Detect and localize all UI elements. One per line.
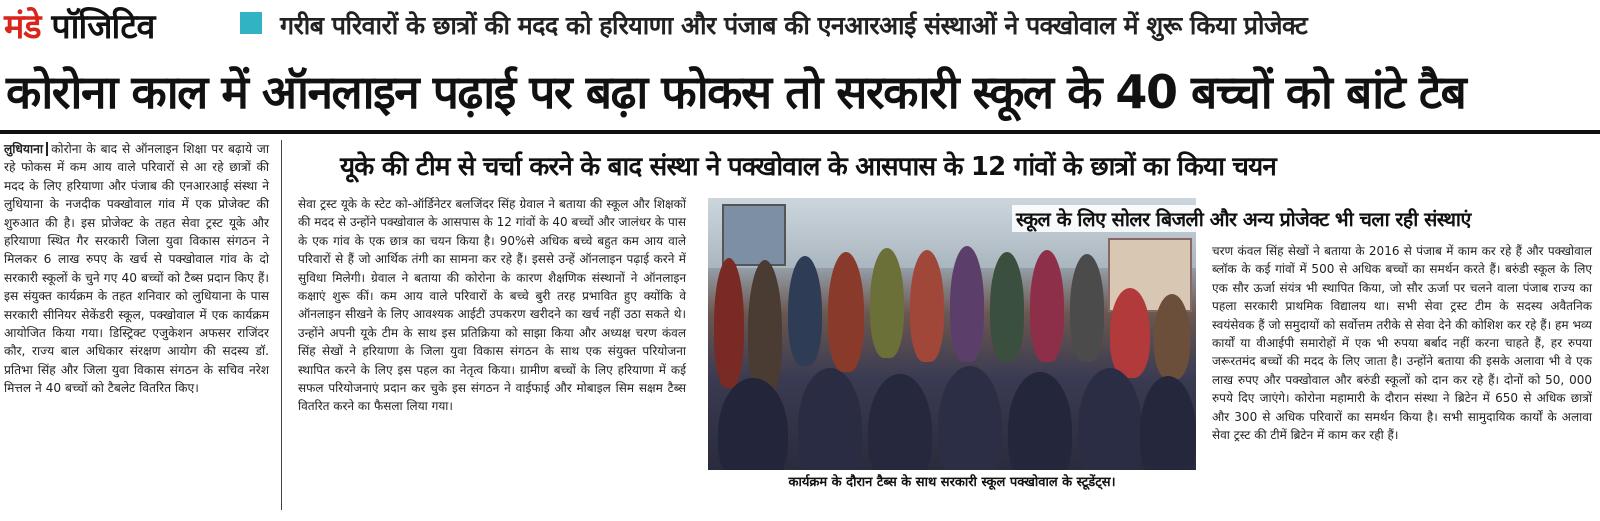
brand-square-marker: [240, 12, 262, 34]
article-column-2: सेवा ट्रस्ट यूके के स्टेट को-ऑर्डिनेटर बलजिंदर सिंह ग्रेवाल ने बताया की स्कूल और शिक्षकों की मदद से उन्होंने पक्खोवाल के आसपास के 12 गांवों के 40 बच्चों और जालंधर के पास के एक गांव के एक छात्र का चयन किया है। 90%से अधिक बच्चे बहुत कम आय वाले परिवारों से हैं जो आर्थिक तंगी का सामना कर रहे हैं। इससे उन्हें ऑनलाइन पढ़ाई करने में सुविधा मिलेगी। ग्रेवाल ने बताया की कोरोना के कारण शैक्षणिक संस्थानों ने ऑनलाइन कक्षाएं शुरू कीं। कम आय वाले परिवारों के बच्चे बुरी तरह प्रभावित हुए क्योंकि वे ऑनलाइन सीखने के लिए आवश्यक आईटी उपकरण खरीदने का खर्च नहीं उठा सकते थे। उन्होंने अपनी यूके टीम के साथ इस प्रतिक्रिया को साझा किया और अध्यक्ष चरण कंवल सिंह सेखों ने हरियाणा के जिला युवा विकास संगठन के साथ एक संयुक्त परियोजना स्थापित करने के लिए इस पहल का नेतृत्व किया। ग्रामीण बच्चों के लिए हरियाणा में कई सफल परियोजनाएं प्रदान कर चुके इस संगठन ने वाईफाई और मोबाइल सिम सक्षम टैब्स वितरित करने का फैसला लिया गया।: [298, 197, 686, 414]
photo-person: [828, 252, 864, 372]
news-photo: [708, 198, 1196, 488]
brand-part-2: पॉजिटिव: [51, 7, 155, 47]
photo-person: [1070, 254, 1104, 362]
photo-person: [1154, 294, 1190, 380]
side-headline: स्कूल के लिए सोलर बिजली और अन्य प्रोजेक्ट भी चला रही संस्थाएं: [1012, 205, 1475, 232]
photo-noticeboard: [722, 204, 786, 266]
photo-person: [910, 250, 944, 362]
photo-person: [788, 256, 822, 366]
photo-person: [1110, 288, 1150, 378]
photo-person: [1030, 250, 1064, 362]
kicker-headline: गरीब परिवारों के छात्रों की मदद को हरियाणा और पंजाब की एनआरआई संस्थाओं ने पक्खोवाल में शुरू किया प्रोजेक्ट: [280, 11, 1308, 40]
dateline: लुधियाना: [4, 142, 48, 156]
photo-person: [950, 246, 984, 362]
photo-caption: कार्यक्रम के दौरान टैब्स के साथ सरकारी स्कूल पक्खोवाल के स्टूडेंट्स।: [708, 470, 1196, 496]
column-1-text: कोरोना के बाद से ऑनलाइन शिक्षा पर बढ़ाये जा रहे फोकस में कम आय वाले परिवारों से आ रहे छात्रों की मदद के लिए हरियाणा और पंजाब की एनआरआई संस्था ने लुधियाना के नजदीक पक्खोवाल गांव में एक प्रोजेक्ट की शुरुआत की है। इस प्रोजेक्ट के तहत सेवा ट्रस्ट यूके और हरियाणा स्थित गैर सरकारी जिला युवा विकास संगठन ने मिलकर 6 लाख रुपए के खर्च से पक्खोवाल गांव के दो सरकारी स्कूलों के चुने गए 40 बच्चों को टैब्स प्रदान किए हैं। इस संयुक्त कार्यक्रम के तहत शनिवार को लुधियाना के पास सरकारी सीनियर सेकेंडरी स्कूल, पक्खोवाल में एक कार्यक्रम आयोजित किया गया। डिस्ट्रिक्ट एजुकेशन अफसर राजिंदर कौर, राज्य बाल अधिकार संरक्षण आयोग की सदस्य डॉ. प्रतिभा सिंह और जिला युवा विकास संगठन के सचिव नरेश मित्तल ने 40 बच्चों को टैबलेट वितरित किए।: [4, 142, 269, 396]
article-column-3: चरण कंवल सिंह सेखों ने बताया के 2016 से पंजाब में काम कर रहे हैं और पक्खोवाल ब्लॉक के कई गांवों में 500 से अधिक बच्चों का समर्थन करते हैं। बरुंडी स्कूल के लिए एक सौर ऊर्जा संयंत्र भी स्थापित किया, जो सौर ऊर्जा पर चलने वाला पंजाब राज्य का पहला सरकारी प्राथमिक विद्यालय था। सभी सेवा ट्रस्ट टीम के सदस्य अवैतनिक स्वयंसेवक हैं जो समुदायों को सर्वोत्तम तरीके से सेवा देने की कोशिश कर रहे हैं। हम भव्य कार्यों या वीआईपी समारोहों में एक भी रुपया बर्बाद नहीं करना चाहते हैं, हर रुपया जरूरतमंद बच्चों की मदद के लिए जाता है। उन्होंने बताया की इसके अलावा भी वे एक लाख रुपए और पक्खोवाल और बरुंडी स्कूलों को दान कर रहे हैं। दोनों को 50, 000 रुपये दिए जाएंगे। कोरोना महामारी के दौरान संस्था ने ब्रिटेन में 650 से अधिक छात्रों और 300 से अधिक परिवारों का समर्थन किया है। सभी सामुदायिक कार्यों के अलावा सेवा ट्रस्ट की टीमें ब्रिटेन में काम कर रही हैं।: [1212, 244, 1592, 443]
top-band: [0, 0, 1600, 48]
photo-person: [870, 248, 904, 358]
section-brand: [4, 2, 154, 48]
article-column-1: [4, 140, 269, 398]
photo-person: [990, 252, 1024, 362]
photo-person: [714, 258, 744, 388]
brand-part-1: मंडे: [4, 7, 41, 47]
sub-headline: यूके की टीम से चर्चा करने के बाद संस्था ने पक्खोवाल के आसपास के 12 गांवों के छात्रों का किया चयन: [340, 152, 1276, 182]
main-headline: कोरोना काल में ऑनलाइन पढ़ाई पर बढ़ा फोकस तो सरकारी स्कूल के 40 बच्चों को बांटे टैब: [6, 65, 1466, 119]
column-divider: [281, 140, 282, 510]
headline-rule: [0, 130, 1600, 134]
